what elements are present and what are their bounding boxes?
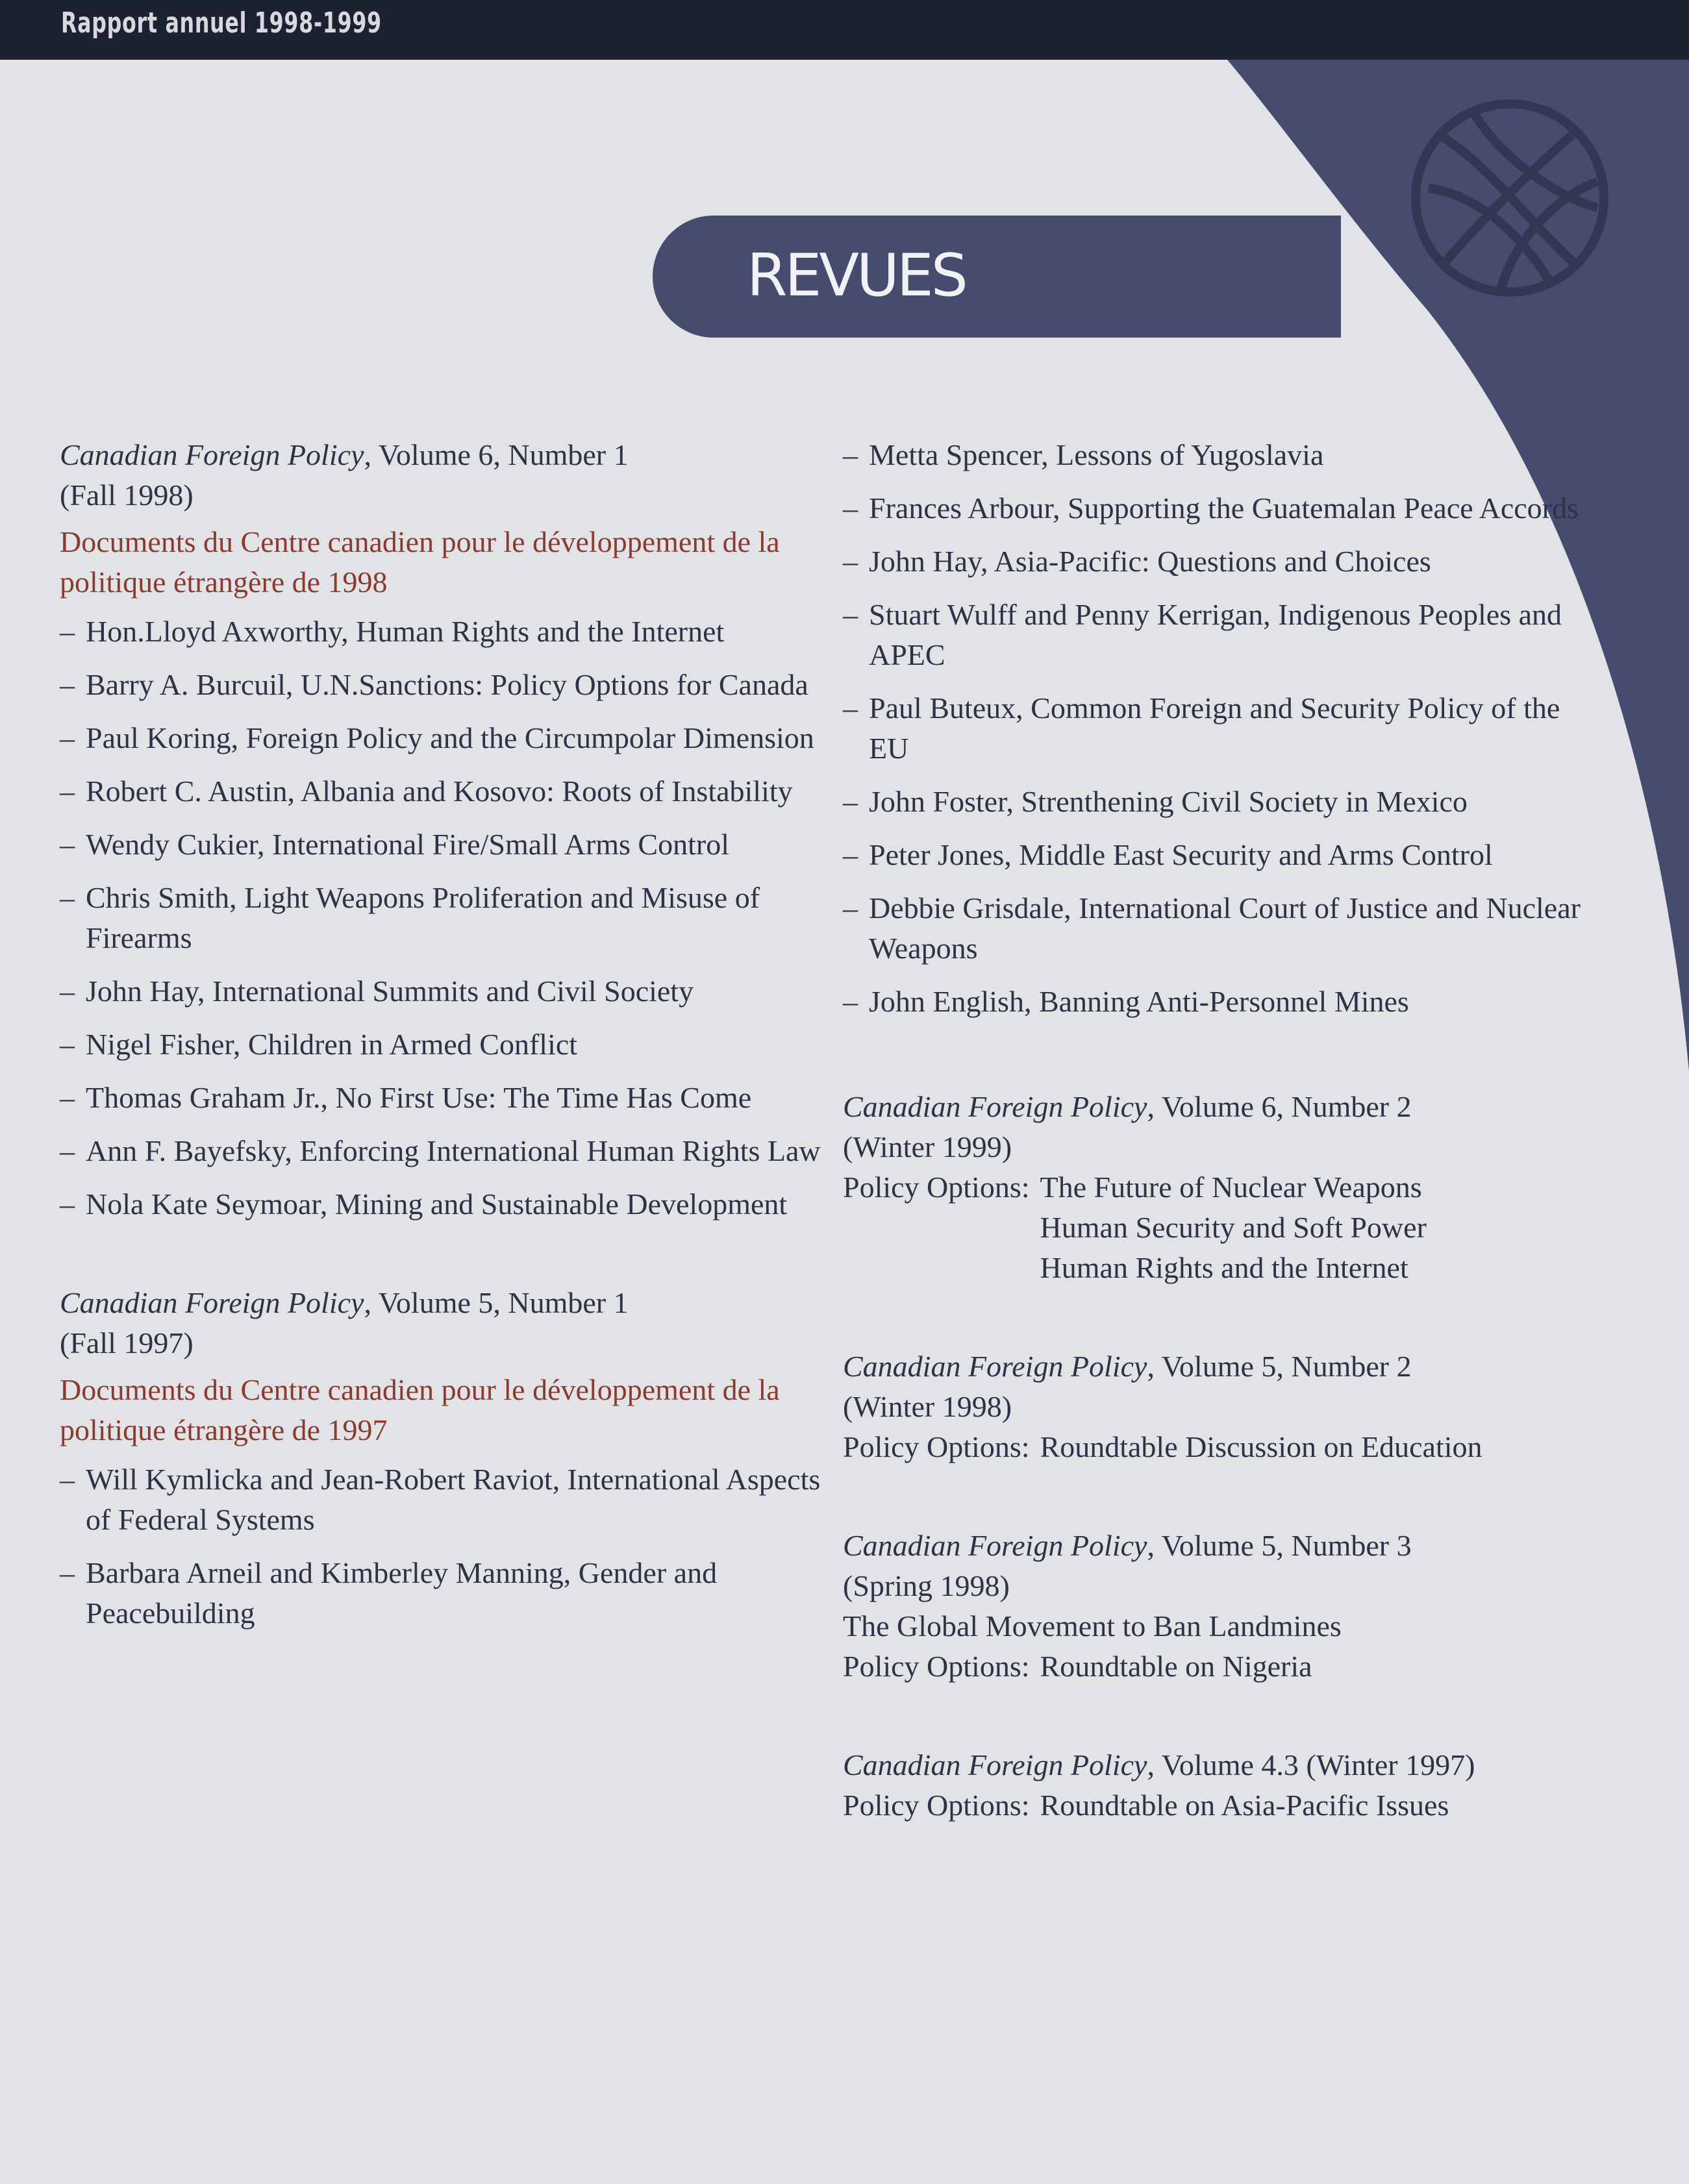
list-item: – Robert C. Austin, Albania and Kosovo: Roots of Instability (60, 771, 826, 812)
policy-option: Human Rights and the Internet (1040, 1251, 1408, 1284)
list-item: – Ann F. Bayefsky, Enforcing International Human Rights Law (60, 1131, 826, 1171)
issue-theme: The Global Movement to Ban Landmines (843, 1609, 1342, 1643)
policy-options-values (1030, 1167, 1427, 1288)
policy-option: Roundtable on Asia-Pacific Issues (1040, 1789, 1449, 1822)
article-list (843, 435, 1583, 1022)
right-column (843, 435, 1583, 1884)
journal-name: Canadian Foreign Policy (843, 1090, 1147, 1123)
policy-options-values (1030, 1785, 1449, 1826)
list-item: – John Hay, Asia-Pacific: Questions and Choices (843, 541, 1583, 582)
journal-name: Canadian Foreign Policy (843, 1748, 1147, 1781)
policy-options (843, 1646, 1583, 1687)
journal-name: Canadian Foreign Policy (843, 1350, 1147, 1383)
policy-options-label: Policy Options: (843, 1430, 1030, 1463)
entry-citation (843, 1087, 1583, 1127)
policy-option: The Future of Nuclear Weapons (1040, 1171, 1422, 1204)
list-item: – Stuart Wulff and Penny Kerrigan, Indigenous Peoples and APEC (843, 595, 1583, 675)
list-item: – Paul Buteux, Common Foreign and Security Policy of the EU (843, 688, 1583, 769)
entry-citation (843, 1526, 1583, 1566)
entry-citation (60, 1283, 826, 1323)
section-heading: Documents du Centre canadien pour le développement de la politique étrangère de 1998 (60, 525, 780, 599)
journal-entry (60, 1283, 826, 1633)
section-title: REVUES (747, 242, 966, 310)
policy-option: Roundtable on Nigeria (1040, 1650, 1312, 1683)
report-title: Rapport annuel 1998-1999 (61, 6, 382, 40)
journal-issue: , Volume 4.3 (Winter 1997) (1147, 1748, 1475, 1781)
list-item: – Barry A. Burcuil, U.N.Sanctions: Policy Options for Canada (60, 665, 826, 705)
section-heading: Documents du Centre canadien pour le développement de la politique étrangère de 1997 (60, 1373, 780, 1446)
policy-options (843, 1427, 1583, 1467)
journal-issue: , Volume 5, Number 1 (364, 1286, 629, 1319)
list-item: – Nigel Fisher, Children in Armed Conflict (60, 1024, 826, 1065)
list-item: – Will Kymlicka and Jean-Robert Raviot, International Aspects of Federal Systems (60, 1459, 826, 1540)
list-item: – Hon.Lloyd Axworthy, Human Rights and the Internet (60, 612, 826, 652)
entry-citation (60, 435, 826, 475)
list-item: – John Foster, Strenthening Civil Society in Mexico (843, 782, 1583, 822)
article-list (60, 612, 826, 1224)
policy-options-values (1030, 1646, 1312, 1687)
journal-issue: , Volume 5, Number 2 (1147, 1350, 1412, 1383)
list-item: – Barbara Arneil and Kimberley Manning, Gender and Peacebuilding (60, 1553, 826, 1633)
journal-date: (Spring 1998) (843, 1569, 1010, 1602)
policy-options-label: Policy Options: (843, 1650, 1030, 1683)
journal-date: (Winter 1999) (843, 1130, 1012, 1163)
list-item: – Paul Koring, Foreign Policy and the Circumpolar Dimension (60, 718, 826, 758)
journal-name: Canadian Foreign Policy (60, 1286, 364, 1319)
journal-name: Canadian Foreign Policy (60, 438, 364, 471)
journal-name: Canadian Foreign Policy (843, 1529, 1147, 1562)
list-item: – Thomas Graham Jr., No First Use: The Time Has Come (60, 1078, 826, 1118)
journal-date: (Fall 1998) (60, 478, 194, 512)
policy-options-label: Policy Options: (843, 1789, 1030, 1822)
list-item: – Wendy Cukier, International Fire/Small Arms Control (60, 825, 826, 865)
list-item: – Debbie Grisdale, International Court of Justice and Nuclear Weapons (843, 888, 1583, 969)
article-list (60, 1459, 826, 1633)
journal-issue: , Volume 6, Number 2 (1147, 1090, 1412, 1123)
policy-options (843, 1167, 1583, 1288)
list-item: – Nola Kate Seymoar, Mining and Sustainable Development (60, 1184, 826, 1224)
list-item: – Peter Jones, Middle East Security and Arms Control (843, 835, 1583, 875)
list-item: – John English, Banning Anti-Personnel Mines (843, 982, 1583, 1022)
globe-icon (1403, 91, 1617, 305)
left-column (60, 435, 826, 1692)
header-bar (0, 0, 1689, 60)
journal-issue: , Volume 5, Number 3 (1147, 1529, 1412, 1562)
journal-entry (843, 1526, 1583, 1687)
journal-entry (843, 1087, 1583, 1288)
policy-options-values (1030, 1427, 1483, 1467)
list-item: – Metta Spencer, Lessons of Yugoslavia (843, 435, 1583, 475)
policy-option: Roundtable Discussion on Education (1040, 1430, 1483, 1463)
policy-option: Human Security and Soft Power (1040, 1211, 1427, 1244)
journal-entry (60, 435, 826, 1224)
journal-date: (Fall 1997) (60, 1326, 194, 1359)
policy-options (843, 1785, 1583, 1826)
journal-date: (Winter 1998) (843, 1390, 1012, 1423)
entry-citation (843, 1745, 1583, 1785)
policy-options-label: Policy Options: (843, 1171, 1030, 1204)
journal-entry (843, 1745, 1583, 1826)
list-item: – Chris Smith, Light Weapons Proliferation and Misuse of Firearms (60, 878, 826, 958)
entry-citation (843, 1346, 1583, 1387)
list-item: – Frances Arbour, Supporting the Guatemalan Peace Accords (843, 488, 1583, 528)
list-item: – John Hay, International Summits and Civil Society (60, 971, 826, 1011)
journal-issue: , Volume 6, Number 1 (364, 438, 629, 471)
journal-entry (843, 1346, 1583, 1467)
